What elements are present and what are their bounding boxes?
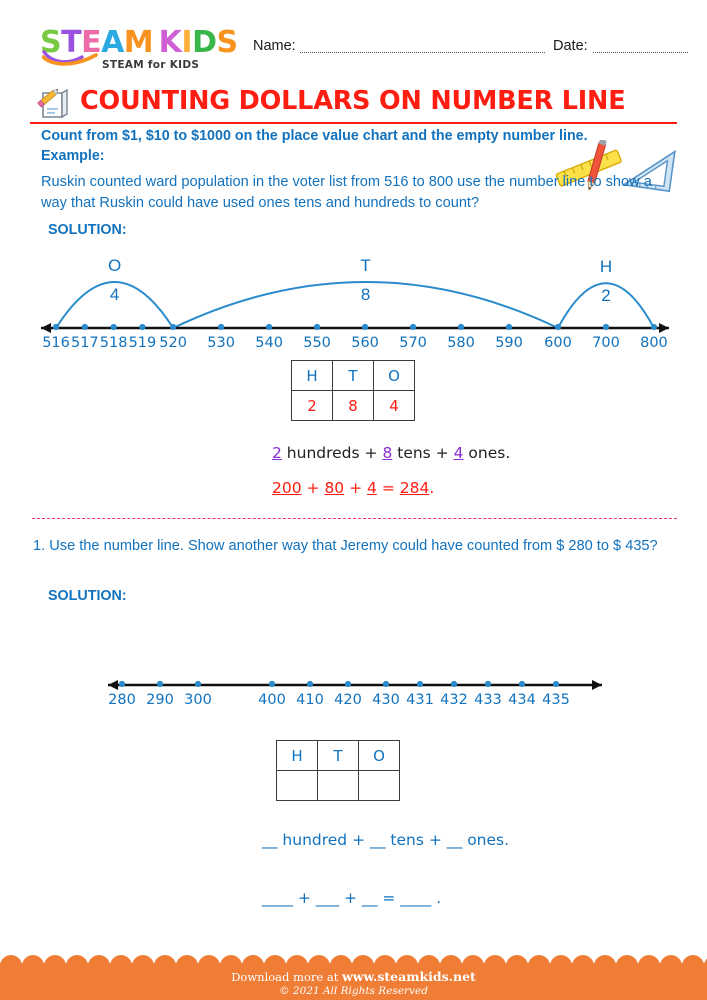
tick-dot-430 <box>383 681 389 687</box>
eq-part-2: 8 <box>382 444 393 462</box>
example-expanded-form <box>272 444 510 462</box>
practice-number-line[interactable] <box>100 665 610 713</box>
example-number-line <box>33 252 677 351</box>
tick-label-518: 518 <box>99 335 128 351</box>
tick-label-800: 800 <box>640 335 668 351</box>
footer-download-line <box>0 969 707 984</box>
practice-expanded-form[interactable]: __ hundred + __ tens + __ ones. <box>262 831 510 849</box>
example-solution-label: SOLUTION: <box>48 222 127 238</box>
tick-label-430: 430 <box>372 692 400 708</box>
tick-dot-550 <box>314 324 320 330</box>
axis-arrow-left <box>108 680 118 690</box>
question-1-number: 1. <box>33 538 46 554</box>
logo-letter-1: T <box>61 25 82 60</box>
tick-label-530: 530 <box>207 335 235 351</box>
tick-label-540: 540 <box>255 335 283 351</box>
tick-label-516: 516 <box>42 335 70 351</box>
title-row <box>0 82 707 124</box>
arc-digit-T: 8 <box>360 285 371 304</box>
pv-header-o: O <box>374 361 415 391</box>
tick-dot-432 <box>451 681 457 687</box>
logo-letter-3: A <box>101 25 124 60</box>
practice-sum-equation[interactable]: ____ + ___ + __ = ____ . <box>262 889 442 907</box>
pv-header-t: T <box>333 361 374 391</box>
name-date-row <box>253 38 693 62</box>
tick-dot-280 <box>119 681 125 687</box>
tick-dot-600 <box>555 324 561 330</box>
pv-cell-h[interactable]: 2 <box>292 391 333 421</box>
footer-download-prefix: Download more at <box>231 970 342 984</box>
pv-cell-o[interactable] <box>359 771 400 801</box>
tick-dot-570 <box>410 324 416 330</box>
arc-digit-O: 4 <box>109 285 120 304</box>
tick-dot-519 <box>139 324 145 330</box>
tick-dot-433 <box>485 681 491 687</box>
pv-header-h: H <box>277 741 318 771</box>
example-place-value-table <box>291 360 415 421</box>
name-label: Name: <box>253 38 296 54</box>
eq-part-7: . <box>429 479 435 497</box>
logo-letter-8: D <box>192 25 217 60</box>
eq-part-0: 2 <box>272 444 282 462</box>
logo-tagline: STEAM for KIDS <box>102 59 200 71</box>
tick-label-432: 432 <box>440 692 468 708</box>
number-line-graphic <box>33 252 677 340</box>
footer-copyright: © 2021 All Rights Reserved <box>279 985 428 997</box>
tick-dot-530 <box>218 324 224 330</box>
logo-letter-7: I <box>181 25 193 60</box>
name-input-line[interactable] <box>300 52 545 53</box>
tick-label-700: 700 <box>592 335 620 351</box>
axis-arrow-right <box>659 323 669 333</box>
logo-letter-4: M <box>123 25 154 60</box>
tick-dot-580 <box>458 324 464 330</box>
tick-dot-300 <box>195 681 201 687</box>
eq-part-5: = <box>376 479 400 497</box>
example-sum-equation <box>272 479 434 497</box>
arc-digit-H: 2 <box>601 286 611 306</box>
tick-label-410: 410 <box>296 692 324 708</box>
logo-swoosh-icon <box>42 50 98 66</box>
eq-part-6: 284 <box>399 479 430 497</box>
notepad-pencil-icon <box>34 84 72 122</box>
eq-part-2: 80 <box>324 479 345 497</box>
tick-label-431: 431 <box>406 692 434 708</box>
arc-label-T: T <box>360 256 371 275</box>
instruction-subtitle-text: Count from $1, $10 to $1000 on the place value chart and the empty number line. <box>41 128 588 144</box>
tick-dot-420 <box>345 681 351 687</box>
date-label: Date: <box>553 38 588 54</box>
axis-arrow-right <box>592 680 602 690</box>
example-problem-text: Ruskin counted ward population in the voter list from 516 to 800 use the number line to show a way that Ruskin could have used ones tens and hundreds to count? <box>41 174 652 211</box>
question-1 <box>33 536 678 557</box>
tick-dot-540 <box>266 324 272 330</box>
pv-header-t: T <box>318 741 359 771</box>
logo-letter-0: S <box>40 25 62 60</box>
steam-kids-logo <box>40 25 245 74</box>
example-label: Example: <box>41 148 105 164</box>
question-1-solution-label: SOLUTION: <box>48 588 127 604</box>
tick-label-560: 560 <box>351 335 379 351</box>
tick-label-570: 570 <box>399 335 427 351</box>
pv-cell-t[interactable] <box>318 771 359 801</box>
pv-cell-h[interactable] <box>277 771 318 801</box>
arc-label-H: H <box>599 257 613 277</box>
pv-cell-o[interactable]: 4 <box>374 391 415 421</box>
tick-dot-590 <box>506 324 512 330</box>
eq-part-5: ones. <box>463 444 511 462</box>
question-1-text: Use the number line. Show another way that Jeremy could have counted from $ 280 to $ 435? <box>49 538 658 554</box>
tick-dot-431 <box>417 681 423 687</box>
section-divider <box>32 518 677 519</box>
tick-label-433: 433 <box>474 692 502 708</box>
eq-part-1: + <box>301 479 325 497</box>
pv-header-h: H <box>292 361 333 391</box>
tick-dot-520 <box>170 324 176 330</box>
eq-part-0: 200 <box>272 479 302 497</box>
pv-cell-t[interactable]: 8 <box>333 391 374 421</box>
tick-dot-410 <box>307 681 313 687</box>
tick-label-600: 600 <box>544 335 572 351</box>
tick-dot-516 <box>53 324 59 330</box>
tick-label-290: 290 <box>146 692 174 708</box>
page-header <box>0 0 707 78</box>
tick-label-550: 550 <box>303 335 331 351</box>
tick-label-590: 590 <box>495 335 523 351</box>
tick-dot-800 <box>651 324 657 330</box>
tick-dot-400 <box>269 681 275 687</box>
axis-arrow-left <box>41 323 51 333</box>
logo-letter-9: S <box>216 25 238 60</box>
tick-dot-517 <box>82 324 88 330</box>
tick-label-400: 400 <box>258 692 286 708</box>
eq-part-3: tens + <box>392 444 454 462</box>
practice-place-value-table[interactable] <box>276 740 400 801</box>
tick-label-300: 300 <box>184 692 212 708</box>
logo-letter-6: K <box>158 25 182 60</box>
tick-label-580: 580 <box>447 335 475 351</box>
tick-label-520: 520 <box>159 335 187 351</box>
date-input-line[interactable] <box>593 52 688 53</box>
tick-label-435: 435 <box>542 692 570 708</box>
tick-dot-518 <box>111 324 117 330</box>
tick-dot-290 <box>157 681 163 687</box>
tick-label-519: 519 <box>128 335 157 351</box>
eq-part-1: hundreds + <box>281 444 383 462</box>
tick-label-420: 420 <box>334 692 362 708</box>
logo-letter-2: E <box>81 25 102 60</box>
instruction-subtitle <box>41 126 681 146</box>
tick-dot-700 <box>603 324 609 330</box>
pv-header-o: O <box>359 741 400 771</box>
tick-label-517: 517 <box>70 335 99 351</box>
tick-dot-560 <box>362 324 368 330</box>
tick-label-280: 280 <box>108 692 136 708</box>
eq-part-4: 4 <box>453 444 464 462</box>
tick-dot-434 <box>519 681 525 687</box>
eq-part-3: + <box>344 479 368 497</box>
footer-site-link[interactable]: www.steamkids.net <box>341 969 476 984</box>
tick-label-434: 434 <box>508 692 536 708</box>
tick-dot-435 <box>553 681 559 687</box>
eq-part-4: 4 <box>367 479 377 497</box>
arc-label-O: O <box>107 256 122 275</box>
page-title: COUNTING DOLLARS ON NUMBER LINE <box>80 86 626 116</box>
title-divider <box>30 122 677 124</box>
